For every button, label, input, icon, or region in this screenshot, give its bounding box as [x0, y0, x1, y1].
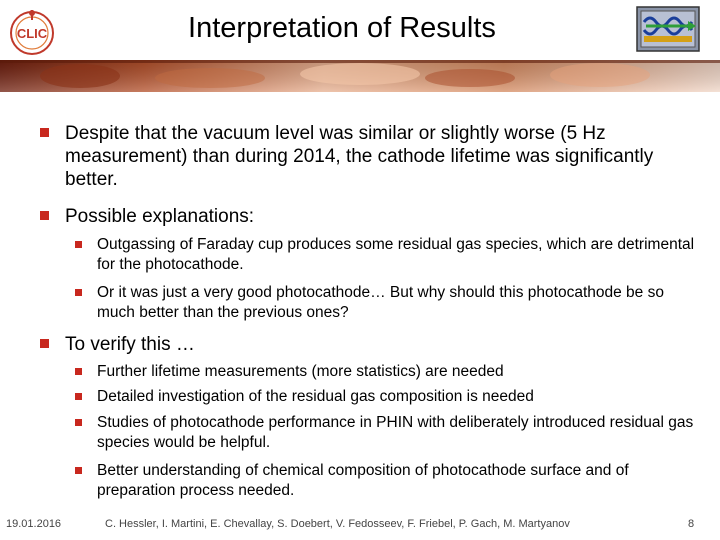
header-banner-image [0, 60, 720, 92]
sub-bullet-2-2 [75, 283, 705, 323]
bullet-text: To verify this … [65, 334, 195, 355]
bullet-text: Despite that the vacuum level was similar or slightly worse (5 Hz measurement) than during 2014, the cathode lifetime was significantly better. [65, 123, 654, 190]
slide-title: Interpretation of Results [188, 12, 496, 44]
sub-bullet-3-4 [75, 461, 705, 501]
sub-bullet-text: Outgassing of Faraday cup produces some residual gas species, which are detrimental for the photocathode. [97, 236, 695, 273]
sub-bullet-marker [75, 393, 82, 400]
bullet-marker [40, 128, 49, 137]
bullet-text: Possible explanations: [65, 206, 255, 227]
page-number: 8 [688, 518, 695, 530]
sub-bullet-marker [75, 289, 82, 296]
footer-date: 19.01.2016 [6, 518, 62, 530]
sub-bullet-marker [75, 368, 82, 375]
phin-logo [636, 6, 700, 52]
sub-bullet-marker [75, 467, 82, 474]
sub-bullet-2-1 [75, 235, 705, 275]
sub-bullet-text: Studies of photocathode performance in PHIN with deliberately introduced residual gas species would be helpful. [97, 414, 694, 451]
sub-bullet-marker [75, 419, 82, 426]
sub-bullet-text: Further lifetime measurements (more statistics) are needed [97, 363, 504, 380]
bullet-marker [40, 339, 49, 348]
sub-bullet-text: Or it was just a very good photocathode… But why should this photocathode be so much better than the previous ones? [97, 284, 664, 321]
sub-bullet-text: Detailed investigation of the residual gas composition is needed [97, 388, 534, 405]
bullet-2 [40, 205, 704, 228]
sub-bullet-3-2 [75, 387, 705, 407]
sub-bullet-text: Better understanding of chemical composition of photocathode surface and of preparation process needed. [97, 462, 629, 499]
sub-bullet-3-1 [75, 362, 705, 382]
sub-bullet-marker [75, 241, 82, 248]
footer-authors: C. Hessler, I. Martini, E. Chevallay, S. Doebert, V. Fedosseev, F. Friebel, P. Gach, M. Martyanov [105, 518, 570, 530]
bullet-marker [40, 211, 49, 220]
bullet-3 [40, 333, 704, 356]
bullet-1 [40, 122, 704, 191]
sub-bullet-3-3 [75, 413, 705, 453]
logo-text: CLIC [16, 26, 48, 41]
